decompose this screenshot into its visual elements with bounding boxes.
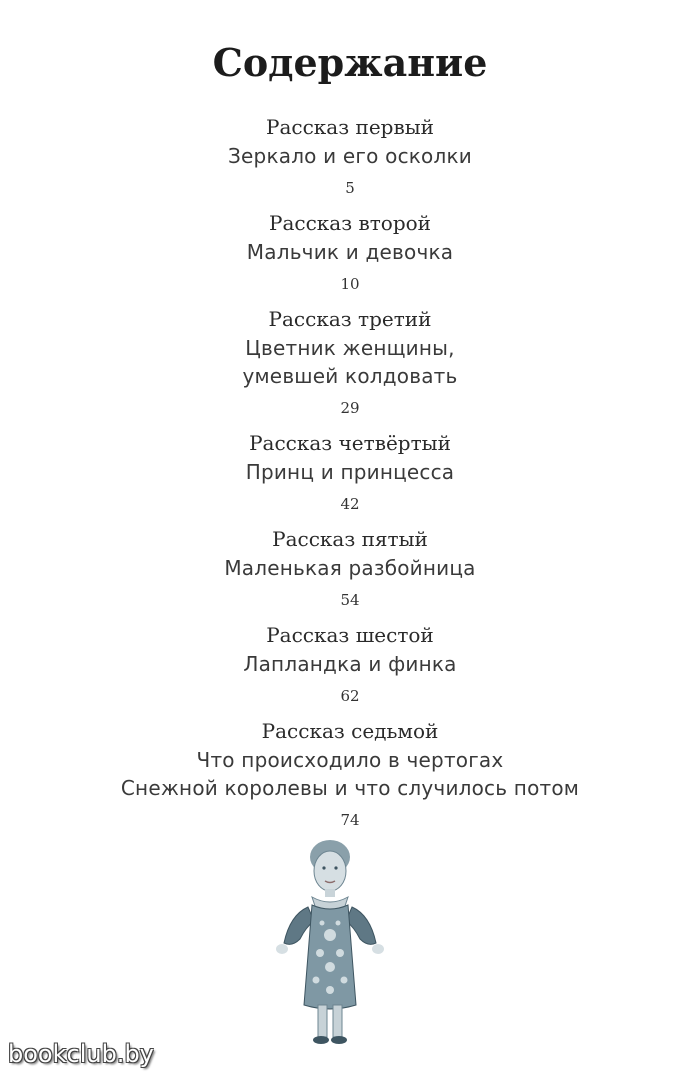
toc-entry-4[interactable] bbox=[0, 428, 700, 516]
hand-shape bbox=[372, 944, 384, 954]
story-number: Рассказ третий bbox=[268, 307, 432, 331]
page-title: Содержание bbox=[212, 40, 488, 85]
story-title: Маленькая разбойница bbox=[224, 556, 476, 580]
page-number: 74 bbox=[340, 811, 360, 829]
page-number: 54 bbox=[340, 591, 360, 609]
story-number: Рассказ второй bbox=[268, 211, 431, 235]
eye-shape bbox=[334, 866, 337, 869]
toc-entry-7[interactable] bbox=[0, 716, 700, 832]
watermark: bookclub.by bbox=[8, 1040, 154, 1068]
page-number: 29 bbox=[340, 399, 360, 417]
page-number: 62 bbox=[340, 687, 360, 705]
toc-entry-3[interactable] bbox=[0, 304, 700, 420]
story-title-continued: Снежной королевы и что случилось потом bbox=[120, 776, 580, 800]
face-shape bbox=[314, 851, 346, 891]
shoe-shape bbox=[313, 1036, 329, 1044]
shoe-shape bbox=[331, 1036, 347, 1044]
story-number: Рассказ седьмой bbox=[261, 719, 439, 743]
toc-entry-6[interactable] bbox=[0, 620, 700, 708]
story-title: Лапландка и финка bbox=[243, 652, 457, 676]
story-number: Рассказ шестой bbox=[266, 623, 434, 647]
story-title-continued: умевшей колдовать bbox=[242, 364, 458, 388]
story-number: Рассказ четвёртый bbox=[249, 431, 451, 455]
eye-shape bbox=[322, 866, 325, 869]
toc-entry-1[interactable] bbox=[0, 112, 700, 200]
story-title: Цветник женщины, bbox=[245, 336, 455, 360]
page-number: 10 bbox=[340, 275, 360, 293]
story-number: Рассказ пятый bbox=[272, 527, 428, 551]
right-leg-shape bbox=[333, 1005, 342, 1037]
story-number: Рассказ первый bbox=[266, 115, 434, 139]
page-number: 42 bbox=[340, 495, 360, 513]
neck-shape bbox=[325, 889, 335, 897]
table-of-contents bbox=[0, 112, 700, 840]
story-title: Что происходило в чертогах bbox=[196, 748, 504, 772]
page-number: 5 bbox=[345, 179, 355, 197]
boy-illustration bbox=[270, 835, 390, 1050]
left-leg-shape bbox=[318, 1005, 327, 1037]
toc-entry-2[interactable] bbox=[0, 208, 700, 296]
story-title: Зеркало и его осколки bbox=[228, 144, 472, 168]
story-title: Мальчик и девочка bbox=[246, 240, 454, 264]
hand-shape bbox=[276, 944, 288, 954]
story-title: Принц и принцесса bbox=[245, 460, 455, 484]
toc-entry-5[interactable] bbox=[0, 524, 700, 612]
